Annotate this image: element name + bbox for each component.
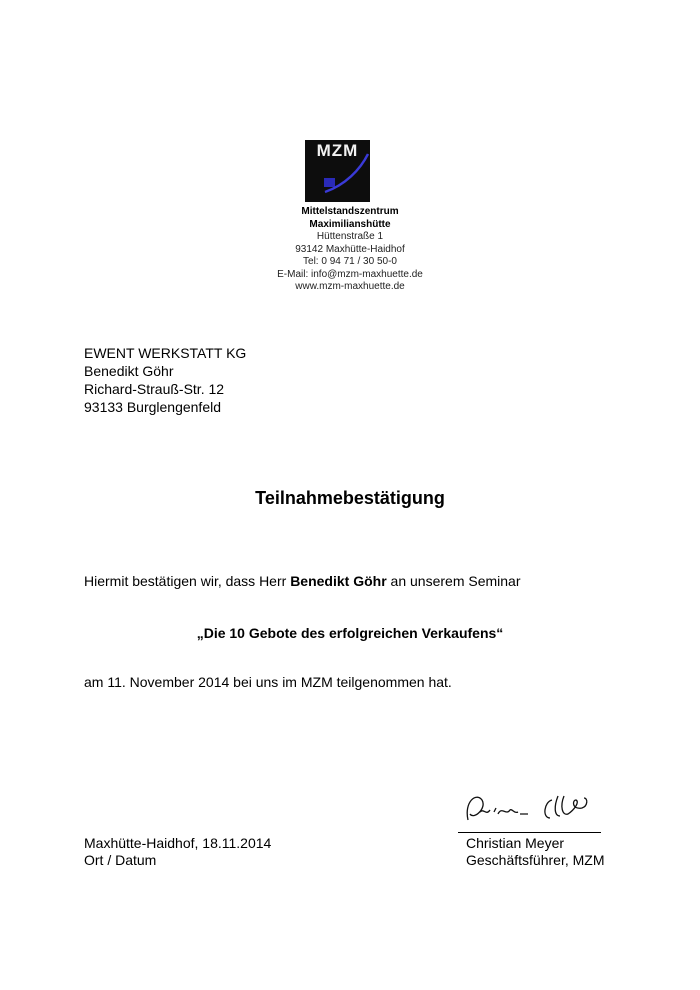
closing-paragraph: am 11. November 2014 bei uns im MZM teilgenommen hat. (84, 674, 452, 690)
org-name-line1: Mittelstandszentrum (301, 206, 399, 217)
place-date-label: Ort / Datum (84, 852, 157, 868)
recipient-address (84, 344, 246, 416)
logo-swoosh-icon (305, 140, 370, 202)
org-name-line2: Maximilianshütte (309, 218, 391, 230)
document-title: Teilnahmebestätigung (255, 488, 445, 508)
sender-address (230, 206, 470, 294)
recipient-city: 93133 Burglengenfeld (84, 399, 222, 415)
signer-title: Geschäftsführer, MZM (466, 852, 605, 868)
signer-block (466, 835, 604, 869)
mzm-logo (305, 140, 370, 202)
recipient-company: EWENT WERKSTATT KG (84, 345, 247, 361)
place-date: Maxhütte-Haidhof, 18.11.2014 (84, 835, 272, 851)
signer-name: Christian Meyer (466, 835, 565, 851)
sender-city: 93142 Maxhütte-Haidhof (295, 243, 405, 255)
sender-street: Hüttenstraße 1 (316, 231, 384, 242)
recipient-street: Richard-Strauß-Str. 12 (84, 381, 225, 397)
intro-text-before: Hiermit bestätigen wir, dass Herr (84, 573, 291, 589)
intro-paragraph (84, 573, 521, 589)
seminar-title: „Die 10 Gebote des erfolgreichen Verkaufens“ (196, 625, 504, 641)
intro-text-after: an unserem Seminar (386, 573, 521, 589)
place-date-block (84, 835, 271, 869)
recipient-name: Benedikt Göhr (84, 363, 174, 379)
signature-line (458, 832, 601, 833)
sender-phone: Tel: 0 94 71 / 30 50-0 (303, 256, 397, 267)
logo-text: MZM (316, 141, 359, 160)
signature-image (462, 790, 602, 832)
sender-website: www.mzm-maxhuette.de (295, 281, 405, 292)
sender-email: E-Mail: info@mzm-maxhuette.de (277, 268, 423, 280)
participant-name: Benedikt Göhr (290, 573, 387, 589)
